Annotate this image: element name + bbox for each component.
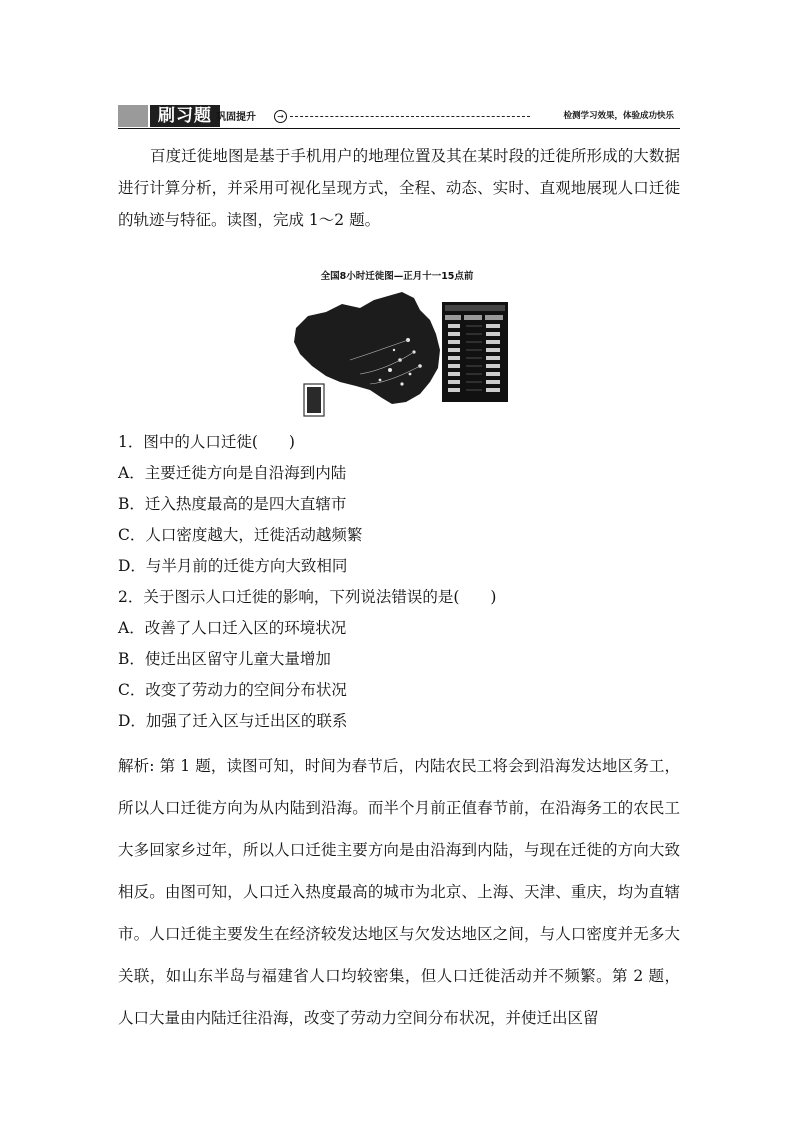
header-title: 刷习题	[150, 105, 220, 127]
question-1-option-b: B．迁入热度最高的是四大直辖市	[118, 495, 347, 513]
analysis-paragraph: 解析: 第 1 题，读图可知，时间为春节后，内陆农民工将会到沿海发达地区务工，所以人口迁徙方向为从内陆到沿海。而半个月前正值春节前，在沿海务工的农民工大多回家乡过年，所以人口迁徙主要方向是由沿海到内陆，与现在迁徙的方向大致相反。由图可知，人口迁入热度最高的城市为北京、上海、天津、重庆，均为直辖市。人口迁徙主要发生在经济较发达地区与欠发达地区之间，与人口密度并无多大关联，如山东半岛与福建省人口均较密集，但人口迁徙活动并不频繁。第 2 题，人口大量由内陆迁往沿海，改变了劳动力空间分布状况，并使迁出区留	[118, 757, 680, 1027]
intro-paragraph: 百度迁徙地图是基于手机用户的地理位置及其在某时段的迁徙所形成的大数据进行计算分析，并采用可视化呈现方式，全程、动态、实时、直观地展现人口迁徙的轨迹与特征。读图，完成 1～2 题。	[118, 147, 680, 229]
header-subtitle: 巩固提升	[216, 112, 256, 123]
header-tagline: 检测学习效果，体验成功快乐	[563, 111, 674, 121]
question-2-option-d: D．加强了迁入区与迁出区的联系	[118, 712, 348, 730]
question-1-option-d: D．与半月前的迁徙方向大致相同	[118, 557, 348, 575]
question-2-option-a: A．改善了人口迁入区的环境状况	[118, 619, 347, 637]
figure-caption: 全国8小时迁徙图—正月十一15点前	[320, 271, 474, 282]
section-header	[118, 105, 680, 129]
question-1-option-a: A．主要迁徙方向是自沿海到内陆	[118, 464, 347, 482]
question-2-option-c: C．改变了劳动力的空间分布状况	[118, 681, 347, 699]
header-accent-bar	[118, 105, 148, 127]
arrow-circle-icon: →	[274, 110, 287, 123]
question-1-option-c: C．人口密度越大，迁徙活动越频繁	[118, 526, 363, 544]
migration-map-figure	[290, 290, 510, 422]
question-1-stem: 1．图中的人口迁徙( )	[118, 433, 295, 451]
question-2-stem: 2．关于图示人口迁徙的影响，下列说法错误的是( )	[118, 588, 497, 606]
header-dashed-line	[290, 116, 530, 117]
header-underline	[118, 128, 680, 129]
question-2-option-b: B．使迁出区留守儿童大量增加	[118, 650, 331, 668]
